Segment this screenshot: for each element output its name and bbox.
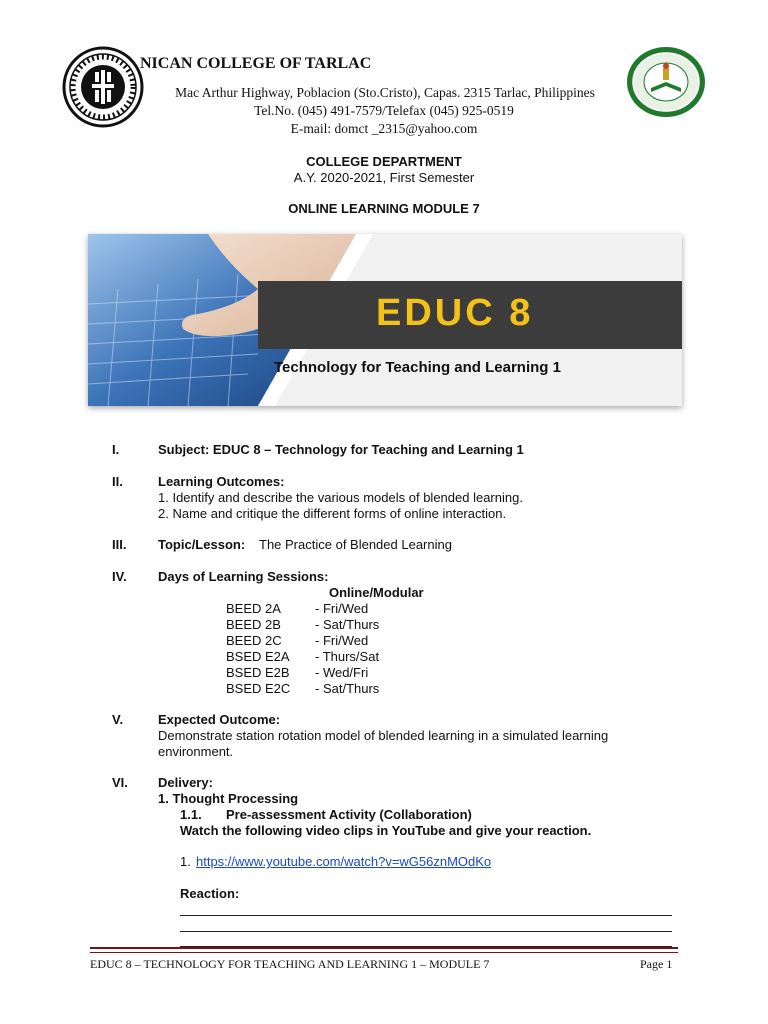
- expected-outcome-heading: Expected Outcome:: [158, 712, 281, 727]
- section-number: IV.: [112, 569, 127, 584]
- youtube-link[interactable]: https://www.youtube.com/watch?v=wG56znMOdKo: [196, 854, 492, 869]
- pre-assessment-heading: Pre-assessment Activity (Collaboration): [226, 807, 472, 822]
- subsection-number: 1.1.: [180, 807, 202, 822]
- subject-heading: Subject: EDUC 8 – Technology for Teaching and Learning 1: [158, 442, 524, 457]
- schedule-section: BSED E2A: [226, 649, 290, 664]
- reaction-label: Reaction:: [180, 886, 240, 901]
- college-phone: Tel.No. (045) 491-7579/Telefax (045) 925-0519: [254, 103, 514, 118]
- college-name: NICAN COLLEGE OF TARLAC: [140, 55, 372, 72]
- link-number: 1.: [180, 854, 191, 869]
- module-title: ONLINE LEARNING MODULE 7: [288, 201, 480, 216]
- footer-course-title: EDUC 8 – TECHNOLOGY FOR TEACHING AND LEARNING 1 – MODULE 7: [90, 957, 490, 971]
- section-number: III.: [112, 537, 127, 552]
- list-item: 1. Identify and describe the various models of blended learning.: [158, 490, 523, 505]
- schedule-days: - Sat/Thurs: [315, 681, 380, 696]
- learning-outcomes-heading: Learning Outcomes:: [158, 474, 285, 489]
- college-address: Mac Arthur Highway, Poblacion (Sto.Cristo), Capas. 2315 Tarlac, Philippines: [175, 85, 595, 100]
- delivery-heading: Delivery:: [158, 775, 213, 790]
- schedule-days: - Thurs/Sat: [315, 649, 380, 664]
- college-email: E-mail: domct _2315@yahoo.com: [290, 121, 478, 136]
- schedule-column-header: Online/Modular: [329, 585, 424, 600]
- section-number: V.: [112, 712, 124, 727]
- department-title: COLLEGE DEPARTMENT: [306, 154, 462, 169]
- topic-heading: Topic/Lesson:: [158, 537, 246, 552]
- thought-processing-heading: 1. Thought Processing: [158, 791, 299, 806]
- reaction-answer-line[interactable]: [180, 915, 672, 916]
- section-number: VI.: [112, 775, 128, 790]
- schedule-section: BSED E2B: [226, 665, 290, 680]
- page-number: Page 1: [640, 957, 673, 971]
- footer-rule: [90, 947, 678, 949]
- list-item: 2. Name and critique the different forms of online interaction.: [158, 506, 507, 521]
- academic-year: A.Y. 2020-2021, First Semester: [293, 170, 475, 185]
- reaction-answer-line[interactable]: [180, 931, 672, 932]
- schedule-section: BEED 2A: [226, 601, 281, 616]
- section-number: I.: [112, 442, 120, 457]
- schedule-days: - Fri/Wed: [315, 633, 369, 648]
- schedule-days: - Sat/Thurs: [315, 617, 380, 632]
- banner-course-code: EDUC 8: [376, 292, 534, 334]
- footer-rule: [90, 952, 678, 953]
- schedule-section: BEED 2B: [226, 617, 281, 632]
- schedule-days: - Wed/Fri: [315, 665, 369, 680]
- instruction-text: Watch the following video clips in YouTube and give your reaction.: [180, 823, 592, 838]
- sessions-heading: Days of Learning Sessions:: [158, 569, 329, 584]
- expected-outcome-text: environment.: [158, 744, 234, 759]
- banner-subtitle: Technology for Teaching and Learning 1: [274, 359, 561, 376]
- topic-value: The Practice of Blended Learning: [259, 537, 452, 552]
- schedule-section: BEED 2C: [226, 633, 282, 648]
- schedule-days: - Fri/Wed: [315, 601, 369, 616]
- section-number: II.: [112, 474, 123, 489]
- expected-outcome-text: Demonstrate station rotation model of blended learning in a simulated learning: [158, 728, 609, 743]
- course-banner: [88, 234, 682, 406]
- schedule-section: BSED E2C: [226, 681, 291, 696]
